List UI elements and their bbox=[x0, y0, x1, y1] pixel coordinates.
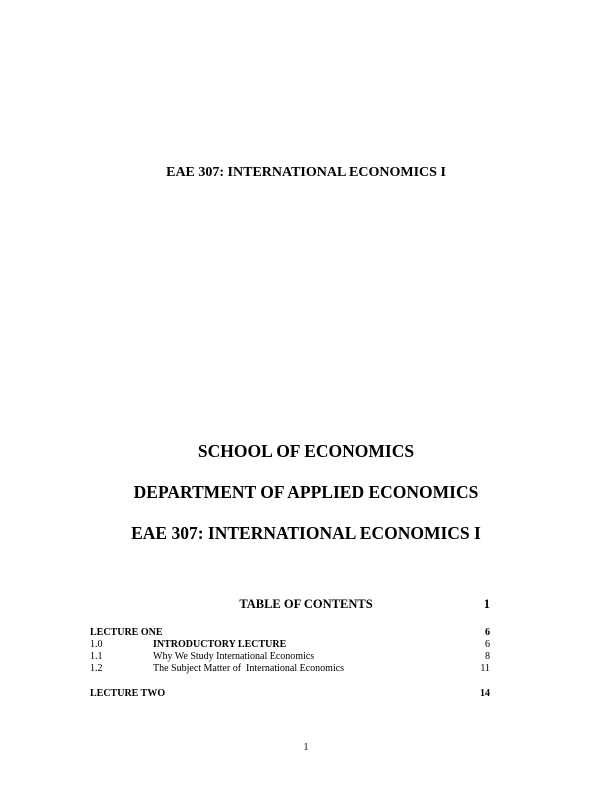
page-number: 1 bbox=[303, 742, 309, 753]
toc-entry-page: 11 bbox=[480, 663, 490, 674]
table-of-contents bbox=[90, 627, 490, 700]
school-heading: SCHOOL OF ECONOMICS bbox=[197, 441, 415, 461]
toc-entry-title: Why We Study International Economics bbox=[153, 651, 315, 662]
toc-entry-number: 1.2 bbox=[90, 663, 103, 674]
toc-lecture-label: LECTURE TWO bbox=[90, 688, 166, 699]
department-heading: DEPARTMENT OF APPLIED ECONOMICS bbox=[133, 482, 479, 502]
toc-entry-title: The Subject Matter of International Economics bbox=[153, 663, 345, 674]
cover-course-title: EAE 307: INTERNATIONAL ECONOMICS I bbox=[166, 165, 446, 180]
toc-lecture-label: LECTURE ONE bbox=[90, 627, 163, 638]
toc-lecture-page: 14 bbox=[480, 688, 490, 699]
toc-entry bbox=[90, 639, 490, 651]
toc-lecture-two bbox=[90, 688, 490, 700]
toc-entry-page: 8 bbox=[485, 651, 490, 662]
toc-lecture-one bbox=[90, 627, 490, 639]
toc-entry-number: 1.0 bbox=[90, 639, 103, 650]
toc-lecture-page: 6 bbox=[485, 627, 490, 638]
toc-title: TABLE OF CONTENTS bbox=[239, 597, 373, 611]
toc-entry bbox=[90, 663, 490, 675]
toc-entry bbox=[90, 651, 490, 663]
course-heading: EAE 307: INTERNATIONAL ECONOMICS I bbox=[131, 523, 481, 543]
toc-entry-number: 1.1 bbox=[90, 651, 103, 662]
toc-entry-page: 6 bbox=[485, 639, 490, 650]
toc-entry-title: INTRODUCTORY LECTURE bbox=[153, 639, 287, 650]
toc-title-page: 1 bbox=[483, 597, 490, 611]
